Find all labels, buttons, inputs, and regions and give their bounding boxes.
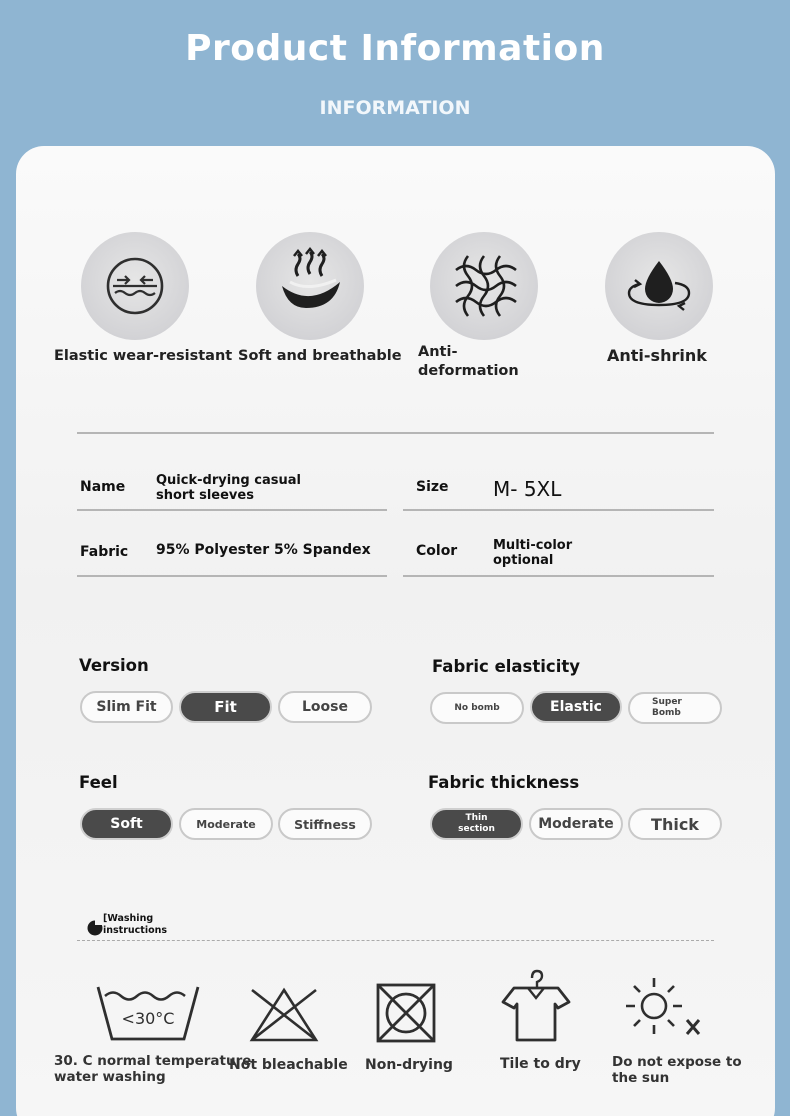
washing-title: [Washing instructions: [103, 913, 168, 936]
wash-label: Do not expose to the sun: [612, 1054, 742, 1086]
wash-label: 30. C normal temperature water washing: [54, 1053, 252, 1085]
name-label: Name: [80, 479, 126, 495]
wash-label: Non-drying: [365, 1057, 453, 1073]
no-tumble-dry-icon: [375, 982, 437, 1044]
feel-option-stiffness[interactable]: Stiffness: [278, 808, 372, 840]
wash-label: Tile to dry: [500, 1056, 581, 1072]
breathable-fabric-icon: [256, 232, 364, 340]
version-option-fit[interactable]: Fit: [179, 691, 272, 723]
feature-label: Elastic wear-resistant: [54, 348, 233, 364]
elasticity-option-elastic[interactable]: Elastic: [530, 691, 622, 723]
fabric-value: 95% Polyester 5% Spandex: [156, 542, 371, 558]
size-label: Size: [416, 479, 449, 495]
woven-mesh-icon: [430, 232, 538, 340]
page-title: Product Information: [185, 28, 605, 69]
elasticity-option-super-bomb[interactable]: Super Bomb: [628, 692, 722, 724]
feel-option-soft[interactable]: Soft: [80, 808, 173, 840]
name-value: Quick-drying casual short sleeves: [156, 473, 301, 503]
thickness-option-moderate[interactable]: Moderate: [529, 808, 623, 840]
hang-dry-icon: [500, 968, 572, 1044]
feel-option-moderate[interactable]: Moderate: [179, 808, 273, 840]
fabric-stretch-icon: [81, 232, 189, 340]
feel-title: Feel: [79, 773, 118, 792]
divider: [77, 575, 387, 577]
wash-label: Not bleachable: [229, 1057, 348, 1073]
water-drop-rotate-icon: [605, 232, 713, 340]
version-option-slim-fit[interactable]: Slim Fit: [80, 691, 173, 723]
elasticity-option-no-bomb[interactable]: No bomb: [430, 692, 524, 724]
feature-label: Anti-shrink: [607, 346, 707, 365]
color-label: Color: [416, 543, 458, 559]
thickness-option-thin-section[interactable]: Thin section: [430, 808, 523, 840]
divider: [403, 509, 714, 511]
wash-tub-30-icon: [95, 982, 201, 1044]
color-value: Multi-color optional: [493, 538, 573, 568]
feature-label: Soft and breathable: [238, 348, 402, 364]
no-sun-icon: [624, 976, 706, 1038]
version-option-loose[interactable]: Loose: [278, 691, 372, 723]
divider: [77, 432, 714, 434]
thickness-title: Fabric thickness: [428, 773, 580, 792]
divider: [403, 575, 714, 577]
no-bleach-icon: [248, 986, 320, 1044]
dashed-divider: [77, 940, 714, 941]
feature-label: Anti- deformation: [418, 344, 519, 379]
fabric-label: Fabric: [80, 544, 129, 560]
version-title: Version: [79, 656, 149, 675]
divider: [77, 509, 387, 511]
page-subtitle: INFORMATION: [319, 97, 471, 119]
thickness-option-thick[interactable]: Thick: [628, 808, 722, 840]
wash-temperature: <30°C: [121, 1009, 175, 1028]
washing-bullet-icon: [86, 918, 104, 936]
elasticity-title: Fabric elasticity: [432, 657, 580, 676]
size-value: M- 5XL: [493, 477, 562, 501]
